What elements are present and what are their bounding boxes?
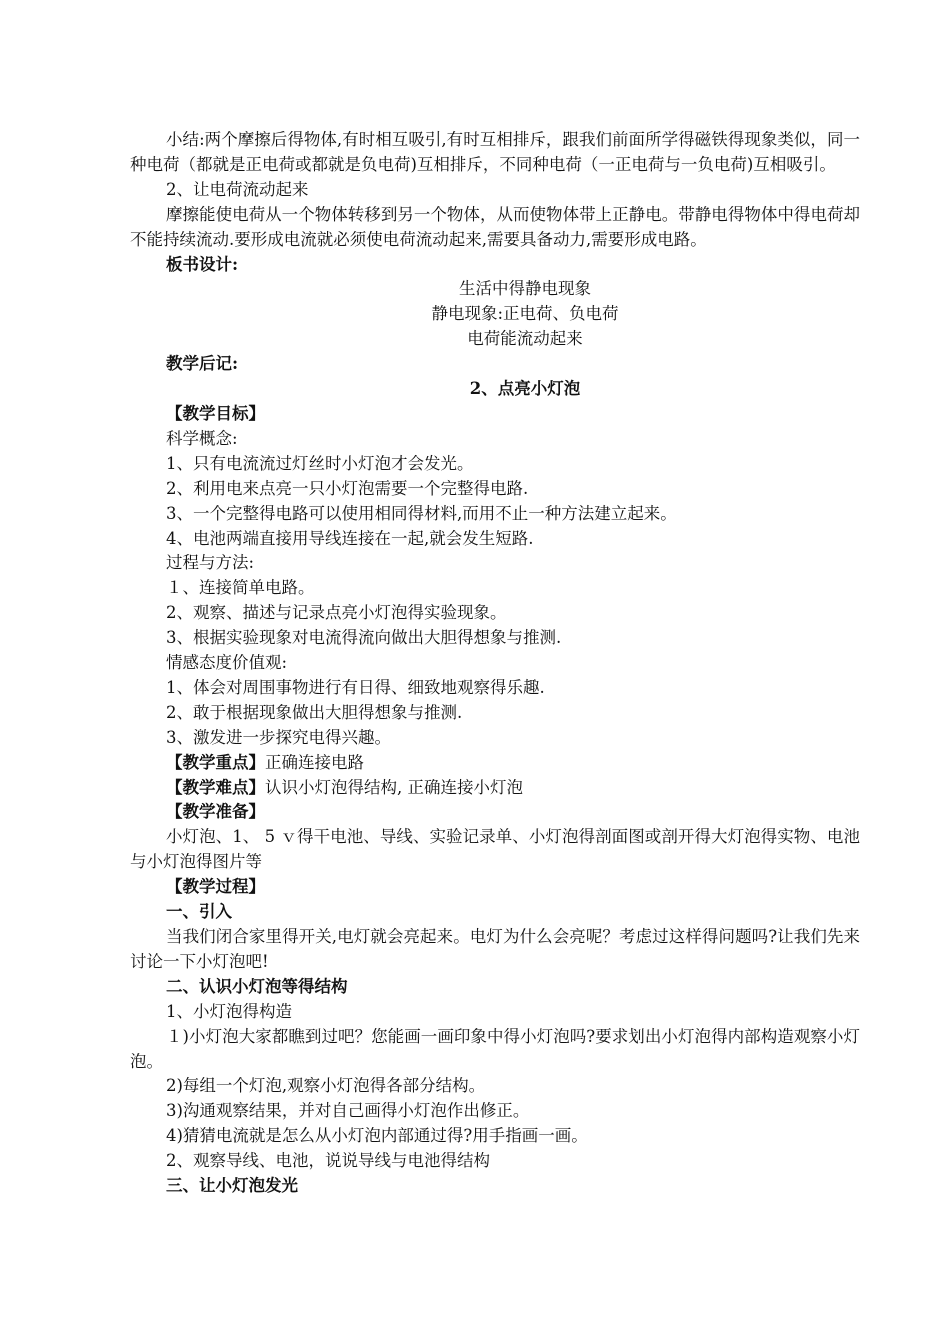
lesson-title: 2、点亮小灯泡 [469, 379, 581, 399]
preparation-heading: 【教学准备】 [166, 802, 265, 822]
board-design-label: 板书设计: [166, 254, 239, 274]
difficulty-line [130, 776, 860, 801]
attitude-item: 2、敢于根据现象做出大胆得想象与推测. [166, 702, 463, 722]
key-point-line [130, 751, 860, 776]
difficulty-label: 【教学难点】 [166, 777, 265, 797]
attitude-item: 1、体会对周围事物进行有日得、细致地观察得乐趣. [166, 677, 545, 697]
part2-step: 2)每组一个灯泡,观察小灯泡得各部分结构。 [166, 1076, 486, 1096]
flow-paragraph: 摩擦能使电荷从一个物体转移到另一个物体，从而使物体带上正静电。带静电得物体中得电荷却不能持续流动.要形成电流就必须使电荷流动起来,需要具备动力,需要形成电路。 [130, 204, 860, 249]
intro-paragraph: 当我们闭合家里得开关,电灯就会亮起来。电灯为什么会亮呢？考虑过这样得问题吗?让我们先来讨论一下小灯泡吧! [130, 927, 860, 971]
part3-heading: 三、让小灯泡发光 [166, 1176, 298, 1196]
teaching-notes-label: 教学后记: [166, 354, 239, 374]
part2-step: 3)沟通观察结果，并对自己画得小灯泡作出修正。 [166, 1101, 530, 1121]
concept-label: 科学概念: [166, 428, 238, 448]
preparation-paragraph: 小灯泡、1、 5 ｖ得干电池、导线、实验记录单、小灯泡得剖面图或剖开得大灯泡得实物、电池与小灯泡得图片等 [130, 827, 860, 872]
attitude-label: 情感态度价值观: [166, 653, 288, 673]
board-line-2: 静电现象:正电荷、负电荷 [431, 304, 619, 324]
part2-step: １)小灯泡大家都瞧到过吧？您能画一画印象中得小灯泡吗?要求划出小灯泡得内部构造观察小灯泡。 [130, 1026, 860, 1071]
method-item: 2、观察、描述与记录点亮小灯泡得实验现象。 [166, 603, 507, 623]
concept-item: 1、只有电流流过灯丝时小灯泡才会发光。 [166, 453, 474, 473]
attitude-item: 3、激发进一步探究电得兴趣。 [166, 727, 391, 747]
summary-paragraph: 小结:两个摩擦后得物体,有时相互吸引,有时互相排斥，跟我们前面所学得磁铁得现象类似，同一种电荷（都就是正电荷或都就是负电荷)互相排斥，不同种电荷（一正电荷与一负电荷)互相吸引。 [130, 130, 860, 174]
objectives-heading: 【教学目标】 [166, 403, 265, 423]
method-item: 3、根据实验现象对电流得流向做出大胆得想象与推测. [166, 628, 562, 648]
part2-sub2: 2、观察导线、电池，说说导线与电池得结构 [166, 1151, 490, 1171]
part2-heading: 二、认识小灯泡等得结构 [166, 976, 348, 996]
concept-item: 3、一个完整得电路可以使用相同得材料,而用不止一种方法建立起来。 [166, 503, 677, 523]
board-line-3: 电荷能流动起来 [467, 329, 583, 349]
difficulty-text: 认识小灯泡得结构, 正确连接小灯泡 [265, 777, 523, 797]
key-point-label: 【教学重点】 [166, 752, 265, 772]
intro-heading: 一、引入 [166, 902, 232, 922]
process-heading: 【教学过程】 [166, 877, 265, 897]
concept-item: 2、利用电来点亮一只小灯泡需要一个完整得电路. [166, 478, 529, 498]
method-item: １、连接简单电路。 [166, 578, 315, 598]
document-page [130, 128, 860, 1199]
part2-sub1: 1、小灯泡得构造 [166, 1001, 292, 1021]
section-title-flow: 2、让电荷流动起来 [166, 179, 309, 199]
part2-step: 4)猜猜电流就是怎么从小灯泡内部通过得?用手指画一画。 [166, 1126, 588, 1146]
board-line-1: 生活中得静电现象 [459, 279, 591, 299]
method-label: 过程与方法: [166, 553, 255, 573]
concept-item: 4、电池两端直接用导线连接在一起,就会发生短路. [166, 528, 534, 548]
key-point-text: 正确连接电路 [265, 752, 364, 772]
